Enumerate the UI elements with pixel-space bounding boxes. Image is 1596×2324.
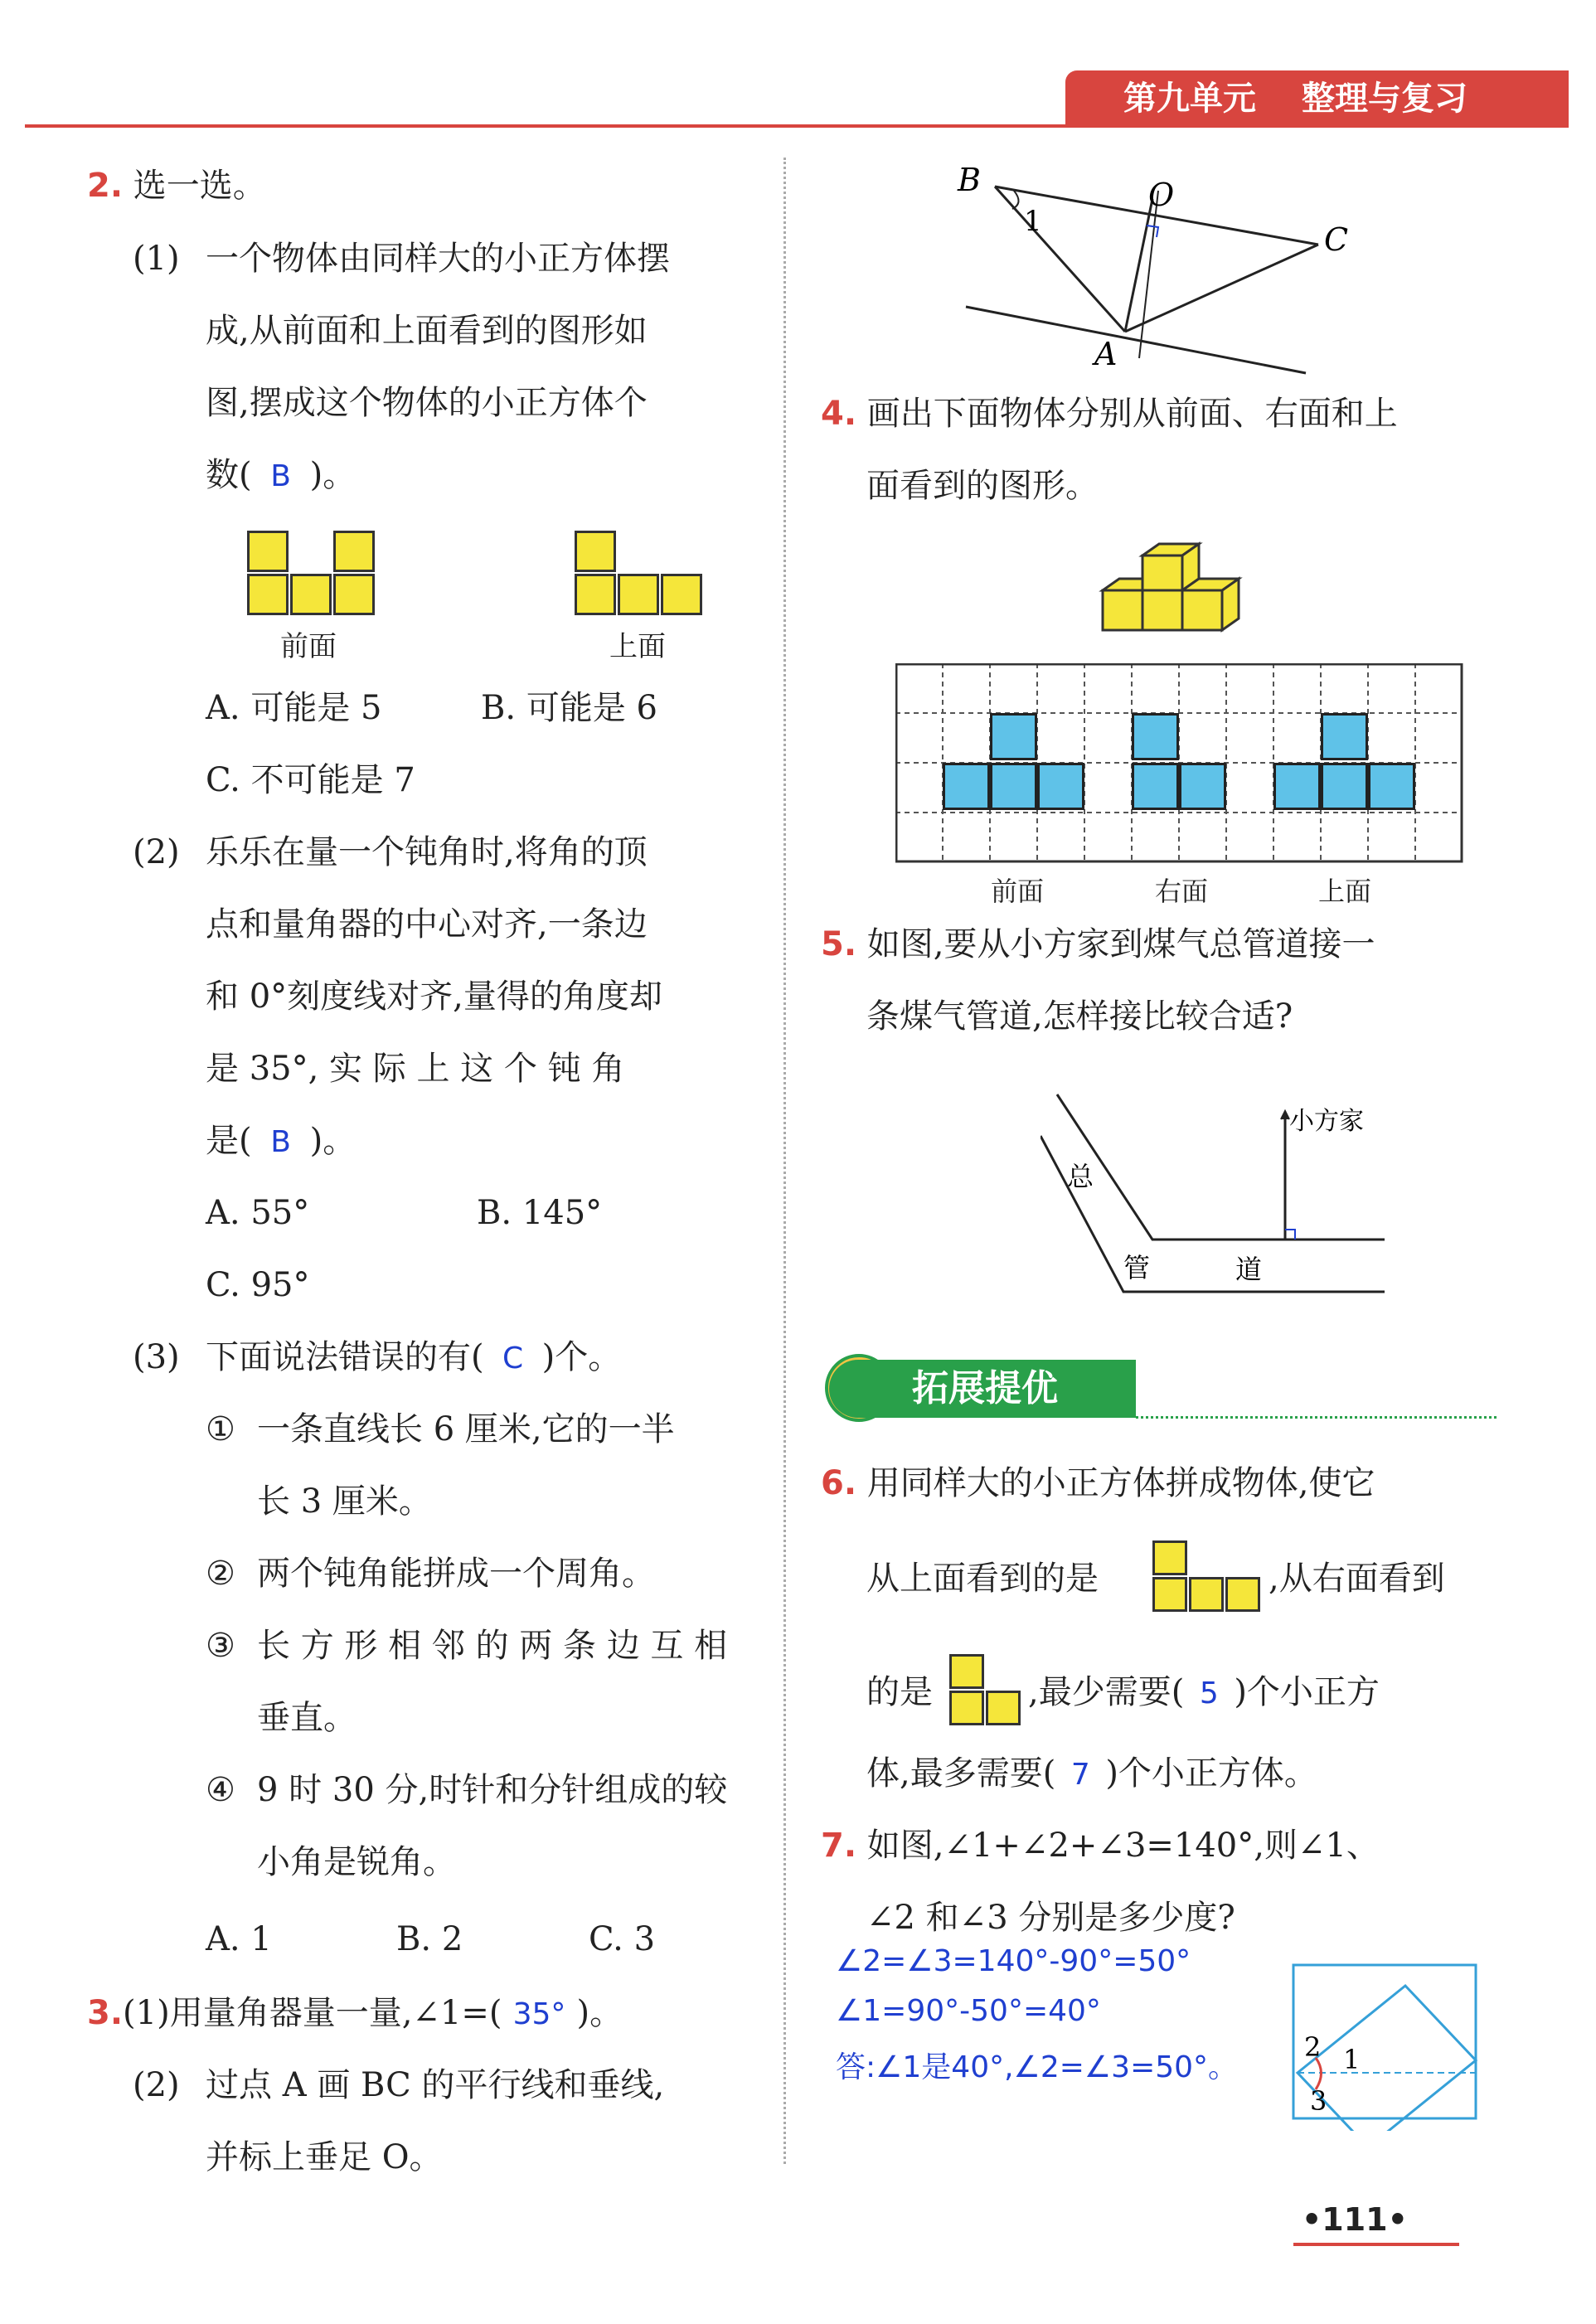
q5-pipe-figure [1041,1086,1405,1318]
pipe-char-3: 道 [1235,1254,1263,1285]
unit-header [1065,70,1569,127]
q2-2-line2: 点和量角器的中心对齐,一条边 [206,905,648,944]
q3-2-line2: 并标上垂足 O。 [206,2138,443,2176]
q3-2-line1: 过点 A 画 BC 的平行线和垂线, [206,2066,665,2104]
q5-line2: 条煤气管道,怎样接比较合适? [866,997,1293,1036]
q4-number: 4. [821,395,857,433]
unit-title: 整理与复习 [1302,80,1467,118]
q7-angle-2-label: 2 [1304,2031,1322,2063]
statement-4-line2: 小角是锐角。 [257,1843,456,1881]
q4-line1: 4. 画出下面物体分别从前面、右面和上 [821,395,1398,433]
q2-2-optC: C. 95° [206,1266,310,1304]
point-O-label: O [1148,177,1175,213]
unit-label: 第九单元 [1123,80,1256,118]
q6-min-answer: 5 [1199,1676,1219,1710]
statement-3-line2: 垂直。 [257,1699,357,1737]
q2-1-answer: B [270,459,291,493]
q2-heading [87,166,266,206]
point-A-label: A [1094,336,1118,372]
q3-2-label: (2) [133,2066,180,2104]
q6-right-view-figure [949,1654,1032,1729]
statement-3-mark: ③ [206,1627,235,1665]
statement-2-line1: 两个钝角能拼成一个周角。 [257,1555,655,1593]
q2-3-stem: 下面说法错误的有( C )个。 [206,1337,621,1379]
q2-3-optC: C. 3 [589,1920,656,1958]
q6-number: 6. [821,1464,857,1502]
q2-1-line1: 一个物体由同样大的小正方体摆 [206,240,670,278]
q7-solution-3: 答:∠1是40°,∠2=∠3=50°。 [836,2050,1239,2084]
q3-line1: 3.(1)用量角器量一量,∠1=( 35° )。 [87,1993,623,2035]
q7-number: 7. [821,1827,857,1865]
front-view-figure [247,531,380,622]
q2-1-optC: C. 不可能是 7 [206,761,415,799]
q7-angle-1-label: 1 [1343,2044,1361,2075]
q4-top-caption: 上面 [1318,876,1372,907]
q6-line4: 体,最多需要( 7 )个小正方体。 [866,1754,1317,1795]
q2-3-optB: B. 2 [396,1920,463,1958]
q2-1-optB: B. 可能是 6 [481,689,657,727]
q2-1-label: (1) [133,240,180,278]
q2-title: 选一选。 [133,167,266,205]
q6-line3: ,最少需要( 5 )个小正方 [1028,1672,1380,1714]
q4-right-caption: 右面 [1155,876,1209,907]
front-view-caption: 前面 [280,630,337,663]
q2-2-optB: B. 145° [477,1194,603,1232]
q2-1-line2: 成,从前面和上面看到的图形如 [206,312,648,350]
q2-2-line1: 乐乐在量一个钝角时,将角的顶 [206,833,648,871]
q7-solution-2: ∠1=90°-50°=40° [836,1994,1101,2028]
q5-line1: 5. 如图,要从小方家到煤气总管道接一 [821,925,1375,963]
q6-l2-before: 从上面看到的是 [866,1560,1099,1598]
point-C-label: C [1324,221,1349,258]
extension-banner: 拓展提优 [829,1360,1136,1418]
statement-1-line1: 一条直线长 6 厘米,它的一半 [257,1410,675,1448]
q7-line2: ∠2 和∠3 分别是多少度? [866,1899,1235,1937]
top-view-figure [575,531,707,622]
q2-2-line3: 和 0°刻度线对齐,量得的角度却 [206,978,662,1016]
point-B-label: B [958,162,981,198]
q6-line1: 6. 用同样大的小正方体拼成物体,使它 [821,1464,1375,1502]
q6-l3-before: 的是 [866,1673,933,1711]
q2-3-answer: C [502,1342,524,1375]
top-view-caption: 上面 [609,630,666,663]
q2-2-optA: A. 55° [206,1194,310,1232]
q7-line1: 7. 如图,∠1+∠2+∠3=140°,则∠1、 [821,1827,1380,1865]
page-number: •111• [1302,2201,1408,2238]
q3-geometry-figure [941,158,1356,381]
q2-2-answer: B [270,1125,291,1159]
column-divider [783,158,786,2164]
angle-1-label: 1 [1024,205,1042,238]
q2-3-optA: A. 1 [206,1920,272,1958]
q7-solution-1: ∠2=∠3=140°-90°=50° [836,1944,1191,1978]
q4-answer-drawings [895,663,1476,875]
q2-number: 2. [87,167,124,205]
q3-1-answer: 35° [512,1997,566,2031]
q4-cube-object [1099,539,1264,638]
statement-1-mark: ① [206,1410,235,1448]
q2-2-line5: 是( B )。 [206,1121,356,1162]
pipe-char-1: 总 [1067,1161,1094,1192]
q2-1-optA: A. 可能是 5 [206,689,382,727]
q6-l2-after: ,从右面看到 [1269,1560,1445,1598]
q2-1-line4: 数( B )。 [206,455,356,497]
pipe-char-2: 管 [1123,1252,1151,1283]
q3-number: 3. [87,1994,124,2032]
statement-2-mark: ② [206,1555,235,1593]
statement-3-line1: 长 方 形 相 邻 的 两 条 边 互 相 [257,1627,728,1665]
q7-folded-rectangle-figure [1289,1961,1497,2131]
statement-4-mark: ④ [206,1771,235,1809]
home-label: 小方家 [1289,1107,1364,1136]
banner-dotted-line [1136,1416,1497,1419]
q5-number: 5. [821,925,857,963]
q6-max-answer: 7 [1070,1758,1090,1792]
q4-line2: 面看到的图形。 [866,467,1099,505]
q7-angle-3-label: 3 [1310,2085,1327,2117]
page-number-underline [1293,2243,1459,2246]
q2-1-line3: 图,摆成这个物体的小正方体个 [206,384,648,422]
q2-2-line4: 是 35°, 实 际 上 这 个 钝 角 [206,1050,625,1088]
q2-2-label: (2) [133,833,180,871]
statement-4-line1: 9 时 30 分,时针和分针组成的较 [257,1771,728,1809]
q4-front-caption: 前面 [991,876,1045,907]
q6-top-view-figure [1152,1540,1269,1615]
q2-3-label: (3) [133,1338,180,1376]
statement-1-line2: 长 3 厘米。 [257,1482,432,1521]
